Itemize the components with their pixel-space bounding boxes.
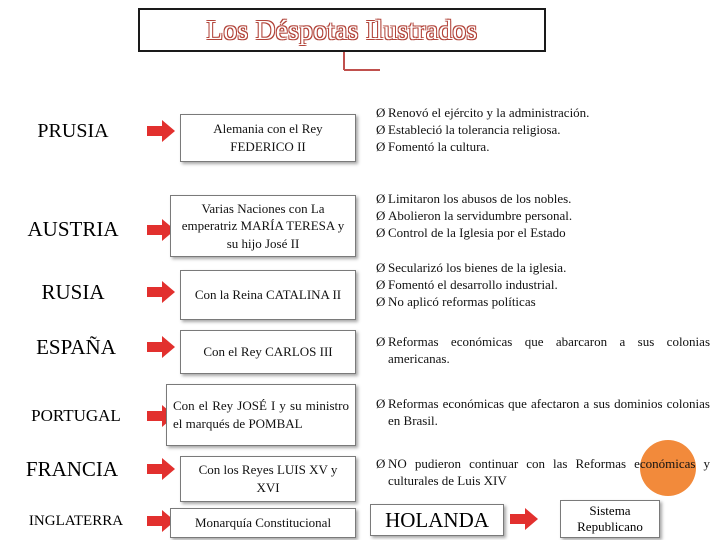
- reforms-list-austria: [376, 191, 716, 242]
- country-label-espana: ESPAÑA: [36, 334, 116, 359]
- country-label-francia: FRANCIA: [25, 456, 119, 481]
- ruler-box-espana: Con el Rey CARLOS III: [180, 330, 356, 374]
- reforms-list-portugal: [376, 396, 710, 430]
- bullet-icon: Ø: [376, 260, 386, 275]
- ruler-box-rusia: Con la Reina CATALINA II: [180, 270, 356, 320]
- arrow-right-icon: [147, 281, 175, 303]
- reform-text: Fomentó la cultura.: [388, 138, 490, 154]
- list-item: [376, 105, 716, 122]
- bullet-icon: Ø: [376, 105, 386, 120]
- bullet-icon: Ø: [376, 276, 386, 292]
- bullet-icon: Ø: [376, 191, 386, 206]
- reform-text: Renovó el ejército y la administración.: [388, 105, 590, 120]
- country-label-prusia: PRUSIA: [37, 119, 109, 142]
- system-box: Sistema Republicano: [560, 500, 660, 538]
- list-item: [376, 208, 716, 225]
- holanda-box: HOLANDA: [370, 504, 504, 536]
- reform-text: Reformas económicas que afectaron a sus dominios colonias en Brasil.: [388, 396, 710, 428]
- ruler-box-inglaterra: Monarquía Constitucional: [170, 508, 356, 538]
- list-item: [376, 396, 710, 430]
- reforms-list-espana: [376, 334, 710, 368]
- reform-text: Abolieron la servidumbre personal.: [388, 207, 573, 223]
- list-item: [376, 191, 716, 208]
- reform-text: Reformas económicas que abarcaron a sus colonias americanas.: [388, 334, 710, 366]
- list-item: [376, 139, 716, 156]
- reform-text: Estableció la tolerancia religiosa.: [388, 121, 561, 137]
- arrow-right-icon: [147, 120, 175, 142]
- page-title: Los Déspotas Ilustrados: [206, 14, 478, 45]
- country-label-inglaterra: INGLATERRA: [28, 512, 124, 529]
- reform-text: Fomentó el desarrollo industrial.: [388, 276, 558, 292]
- reform-text: Secularizó los bienes de la iglesia.: [388, 260, 567, 275]
- bullet-icon: Ø: [376, 224, 386, 240]
- list-item: [376, 456, 710, 490]
- list-item: [376, 334, 710, 368]
- reforms-list-prusia: [376, 105, 716, 156]
- reform-text: Control de la Iglesia por el Estado: [388, 224, 566, 240]
- bullet-icon: Ø: [376, 138, 386, 154]
- bullet-icon: Ø: [376, 396, 386, 411]
- ruler-box-austria: Varias Naciones con La emperatriz MARÍA TERESA y su hijo José II: [170, 195, 356, 257]
- bullet-icon: Ø: [376, 207, 386, 223]
- arrow-right-icon: [147, 336, 175, 358]
- list-item: [376, 294, 716, 311]
- reform-text: Limitaron los abusos de los nobles.: [388, 191, 572, 206]
- bullet-icon: Ø: [376, 456, 386, 471]
- bullet-icon: Ø: [376, 121, 386, 137]
- reforms-list-francia: [376, 456, 710, 490]
- bullet-icon: Ø: [376, 293, 386, 309]
- arrow-right-icon: [147, 458, 175, 480]
- reforms-list-rusia: [376, 260, 716, 311]
- bullet-icon: Ø: [376, 334, 386, 349]
- country-label-austria: AUSTRIA: [27, 216, 119, 241]
- reform-text: No aplicó reformas políticas: [388, 293, 536, 309]
- country-label-rusia: RUSIA: [41, 279, 105, 304]
- ruler-box-francia: Con los Reyes LUIS XV y XVI: [180, 456, 356, 502]
- reform-text: NO pudieron continuar con las Reformas económicas y culturales de Luis XIV: [388, 456, 710, 488]
- list-item: [376, 277, 716, 294]
- country-label-portugal: PORTUGAL: [31, 406, 121, 425]
- arrow-right-icon: [510, 508, 538, 530]
- list-item: [376, 225, 716, 242]
- list-item: [376, 122, 716, 139]
- ruler-box-prusia: Alemania con el Rey FEDERICO II: [180, 114, 356, 162]
- ruler-box-portugal: Con el Rey JOSÉ I y su ministro el marqués de POMBAL: [166, 384, 356, 446]
- list-item: [376, 260, 716, 277]
